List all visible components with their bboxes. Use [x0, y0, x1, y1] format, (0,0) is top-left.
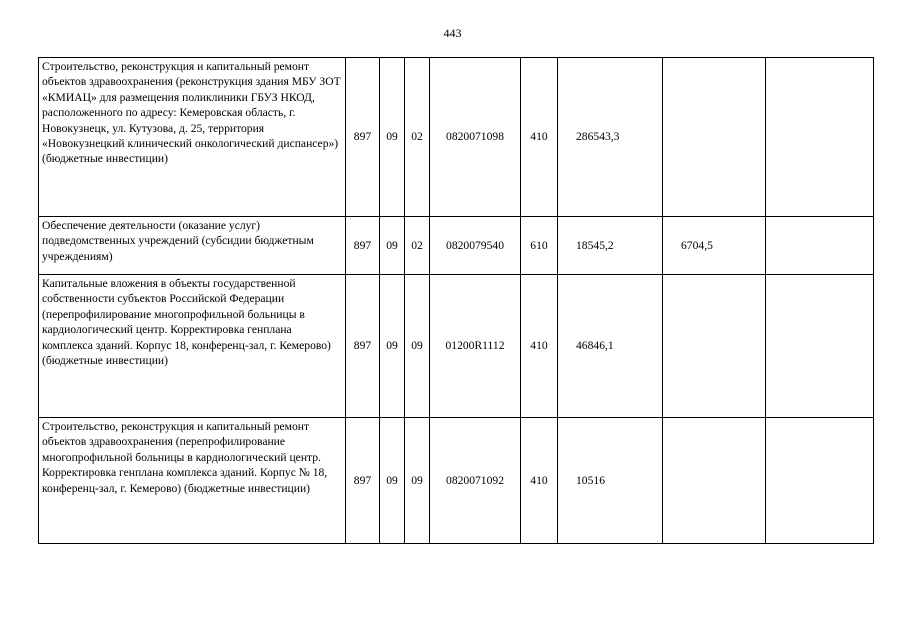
ministry-code: 897 [346, 217, 380, 275]
amount-3 [766, 418, 874, 544]
amount-3 [766, 217, 874, 275]
subsection-code: 09 [405, 418, 430, 544]
target-article-code: 0820071092 [430, 418, 521, 544]
section-code: 09 [380, 217, 405, 275]
table-row [39, 275, 874, 418]
amount-1: 46846,1 [558, 275, 663, 418]
target-article-code: 0820071098 [430, 58, 521, 217]
amount-2 [663, 418, 766, 544]
ministry-code: 897 [346, 275, 380, 418]
row-description: Капитальные вложения в объекты государственной собственности субъектов Российской Федерации (перепрофилирование многопрофильной больницы в кардиологический центр. Корректировка генплана комплекса зданий. Корпус 18, конференц-зал, г. Кемерово) (бюджетные инвестиции) [39, 275, 346, 418]
page-number: 443 [443, 26, 462, 40]
subsection-code: 02 [405, 58, 430, 217]
ministry-code: 897 [346, 418, 380, 544]
row-description: Обеспечение деятельности (оказание услуг) подведомственных учреждений (субсидии бюджетным учреждениям) [39, 217, 346, 275]
table-row [39, 217, 874, 275]
expense-type-code: 410 [521, 275, 558, 418]
section-code: 09 [380, 58, 405, 217]
amount-2 [663, 58, 766, 217]
amount-3 [766, 275, 874, 418]
expense-type-code: 410 [521, 58, 558, 217]
table-row [39, 418, 874, 544]
amount-1: 18545,2 [558, 217, 663, 275]
subsection-code: 02 [405, 217, 430, 275]
expense-type-code: 410 [521, 418, 558, 544]
ministry-code: 897 [346, 58, 380, 217]
budget-table [38, 57, 874, 544]
target-article-code: 0820079540 [430, 217, 521, 275]
section-code: 09 [380, 418, 405, 544]
section-code: 09 [380, 275, 405, 418]
target-article-code: 01200R1112 [430, 275, 521, 418]
amount-2: 6704,5 [663, 217, 766, 275]
amount-1: 286543,3 [558, 58, 663, 217]
amount-3 [766, 58, 874, 217]
row-description: Строительство, реконструкция и капитальный ремонт объектов здравоохранения (перепрофилирование многопрофильной больницы в кардиологический центр. Корректировка генплана комплекса зданий. Корпус № 18, конференц-зал, г. Кемерово) (бюджетные инвестиции) [39, 418, 346, 544]
amount-1: 10516 [558, 418, 663, 544]
amount-2 [663, 275, 766, 418]
subsection-code: 09 [405, 275, 430, 418]
row-description: Строительство, реконструкция и капитальный ремонт объектов здравоохранения (реконструкция здания МБУ ЗОТ «КМИАЦ» для размещения поликлиники ГБУЗ НКОД, расположенного по адресу: Кемеровская область, г. Новокузнецк, ул. Кутузова, д. 25, территория «Новокузнецкий клинический онкологический диспансер») (бюджетные инвестиции) [39, 58, 346, 217]
expense-type-code: 610 [521, 217, 558, 275]
table-row [39, 58, 874, 217]
